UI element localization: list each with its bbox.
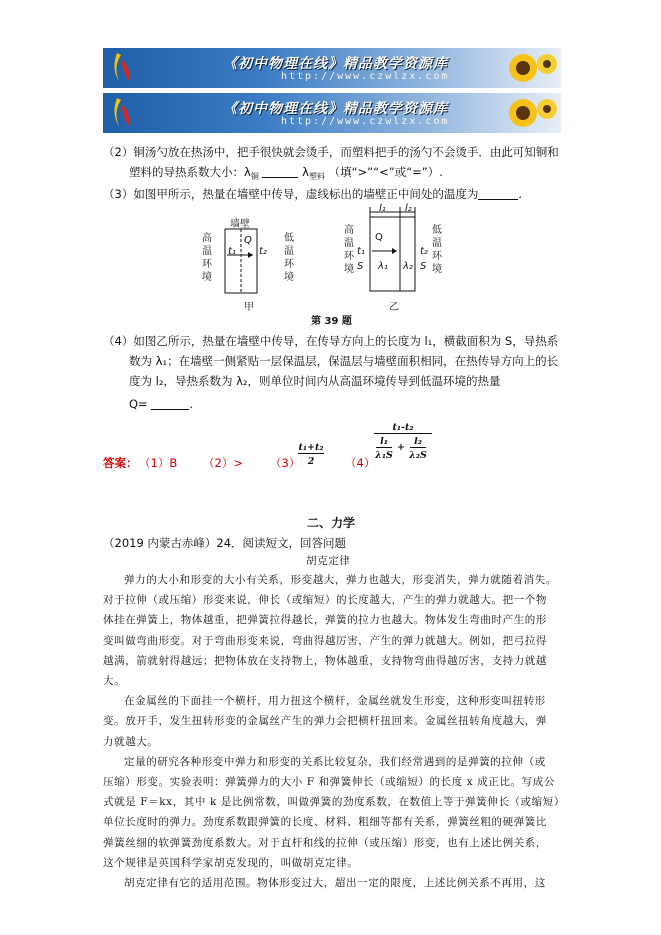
banner-url: http://www.czwlzx.com — [281, 116, 450, 127]
answer-4-d2-den: λ₂S — [409, 450, 427, 461]
passage-line: 定量的研究各种形变中弹力和形变的关系比较复杂，我们经常遇到的是弹簧的拉伸（或 — [124, 755, 546, 768]
section-heading: 二、力学 — [307, 516, 356, 530]
q4-line4: Q= . — [129, 397, 193, 411]
header-banner — [103, 48, 561, 88]
passage-line: 弹力的大小和形变的大小有关系，形变越大，弹力也越大，形变消失，弹力就随着消失。 — [124, 574, 557, 586]
answer-2: （2）> — [203, 456, 243, 470]
q3-answer-blank — [478, 187, 518, 200]
yi-lambda1: λ₁ — [378, 261, 388, 272]
answer-4-d1-num: l₁ — [376, 436, 392, 448]
figure-caption: 第 39 题 — [311, 316, 352, 327]
answer-4-d2-num: l₂ — [410, 436, 426, 448]
logo-icon — [109, 96, 137, 130]
yi-l2: l₂ — [405, 203, 412, 214]
answer-4-plus: + — [397, 442, 405, 453]
passage-line: 压缩）形变。实验表明：弹簧弹力的大小 F 和弹簧伸长（或缩短）的长度 x 成正比。写成公 — [103, 776, 555, 788]
passage-line: 大。 — [103, 675, 126, 687]
answer-3-denominator: 2 — [307, 456, 315, 467]
jia-t2: t₂ — [259, 246, 267, 257]
yi-q: Q — [375, 232, 383, 243]
q3-question: （3）如图甲所示，热量在墙壁中传导，虚线标出的墙壁正中间处的温度为 — [103, 187, 479, 201]
yi-low-temp: 低温环境 — [432, 225, 442, 275]
q4-line3: 度为 l₂，导热系数为 λ₂，则单位时间内从高温环境传导到低温环境的热量 — [129, 374, 501, 388]
jia-wall-label: 墙壁 — [230, 219, 250, 230]
sunflower-icon — [497, 50, 557, 86]
jia-q: Q — [244, 235, 252, 246]
yi-high-temp: 高温环境 — [344, 225, 354, 275]
q2-line1: （2）铜汤勺放在热汤中，把手很快就会烫手，而塑料把手的汤勺不会烫手．由此可知铜和 — [103, 145, 559, 159]
yi-s-left: S — [357, 261, 364, 272]
yi-label: 乙 — [389, 302, 399, 313]
q2-text-b: λ — [302, 165, 309, 179]
banner-title: 《初中物理在线》精品教学资源库 — [223, 101, 448, 117]
answer-1: （1）B — [139, 456, 178, 470]
answer-3: （3） — [270, 456, 301, 470]
yi-t1: t₁ — [357, 246, 365, 257]
passage-title: 胡克定律 — [306, 555, 351, 567]
section-source: （2019 内蒙古赤峰）24．阅读短文，回答问题 — [103, 536, 347, 550]
jia-low-temp: 低温环境 — [284, 233, 294, 283]
passage-line: 对于拉伸（或压缩）形变来说，伸长（或缩短）的长度越大，产生的弹力就越大。把一个物 — [103, 594, 547, 607]
answer-label: 答案： — [103, 456, 138, 470]
passage-line: 变。放开手，发生扭转形变的金属丝产生的弹力会把横杆扭回来。金属丝扭转角度越大，弹 — [103, 715, 547, 728]
answer-4: （4） — [345, 456, 376, 470]
answer-4-d1-den: λ₁S — [375, 450, 393, 461]
passage-line: 弹簧丝细的软弹簧劲度系数大。对于直杆和线的拉伸（或压缩）形变，也有上述比例关系， — [103, 836, 547, 849]
passage-line: 变叫做弯曲形变。对于弯曲形变来说，弯曲得越厉害，产生的弹力就越大。例如，把弓拉得 — [103, 634, 547, 647]
answer-3-numerator: t₁+t₂ — [298, 442, 324, 453]
passage-line: 单位长度时的弹力。劲度系数跟弹簧的长度、材料、粗细等都有关系，弹簧丝粗的硬弹簧比 — [103, 816, 547, 829]
passage-line: 越满，箭就射得越远；把物体放在支持物上，物体越重，支持物弯曲得越厉害，支持力就越 — [103, 654, 547, 667]
banner-title: 《初中物理在线》精品教学资源库 — [223, 56, 448, 72]
q4-line2: 数为 λ₁；在墙壁一侧紧贴一层保温层，保温层与墙壁面积相同，在热传导方向上的长 — [129, 354, 559, 368]
q2-answer-blank — [262, 165, 298, 178]
q2-sub-plastic: 塑料 — [308, 172, 325, 181]
header-banner-2 — [103, 93, 561, 133]
passage-line: 胡克定律有它的适用范围。物体形变过大，超出一定的限度，上述比例关系不再用，这 — [124, 877, 546, 889]
answer-4-numerator: t₁-t₂ — [374, 422, 432, 434]
logo-icon — [109, 51, 137, 85]
q2-text-c: （填“>”“<”或“=”）. — [328, 165, 443, 179]
q4-q-label: Q= — [129, 397, 148, 411]
banner-url: http://www.czwlzx.com — [281, 71, 450, 82]
passage-line: 在金属丝的下面挂一个横杆，用力扭这个横杆，金属丝就发生形变，这种形变叫扭转形 — [124, 695, 546, 708]
q4-answer-blank — [151, 397, 189, 410]
yi-lambda2: λ₂ — [403, 261, 413, 272]
jia-t1: t₁ — [228, 246, 236, 257]
passage-line: 体挂在弹簧上，物体越重，把弹簧拉得越长，弹簧的拉力也越大。物体发生弯曲时产生的形 — [103, 614, 547, 627]
yi-l1: l₁ — [379, 203, 386, 214]
passage-line: 这个规律是英国科学家胡克发现的，叫做胡克定律。 — [103, 856, 359, 869]
jia-label: 甲 — [244, 302, 254, 313]
passage-line: 式就是 F＝kx，其中 k 是比例常数，叫做弹簧的劲度系数，在数值上等于弹簧伸长（或缩短） — [103, 796, 565, 809]
q2-sub-copper: 铜 — [250, 172, 259, 181]
passage-line: 力就越大。 — [103, 735, 159, 748]
q4-line1: （4）如图乙所示，热量在墙壁中传导，在传导方向上的长度为 l₁，横截面积为 S，导热系 — [103, 334, 559, 348]
q2-text-a: 塑料的导热系数大小：λ — [129, 165, 251, 179]
yi-t2: t₂ — [420, 246, 428, 257]
q3-text: （3）如图甲所示，热量在墙壁中传导，虚线标出的墙壁正中间处的温度为 . — [103, 187, 522, 201]
sunflower-icon — [497, 95, 557, 131]
yi-s-right: S — [420, 261, 427, 272]
jia-high-temp: 高温环境 — [202, 233, 212, 283]
